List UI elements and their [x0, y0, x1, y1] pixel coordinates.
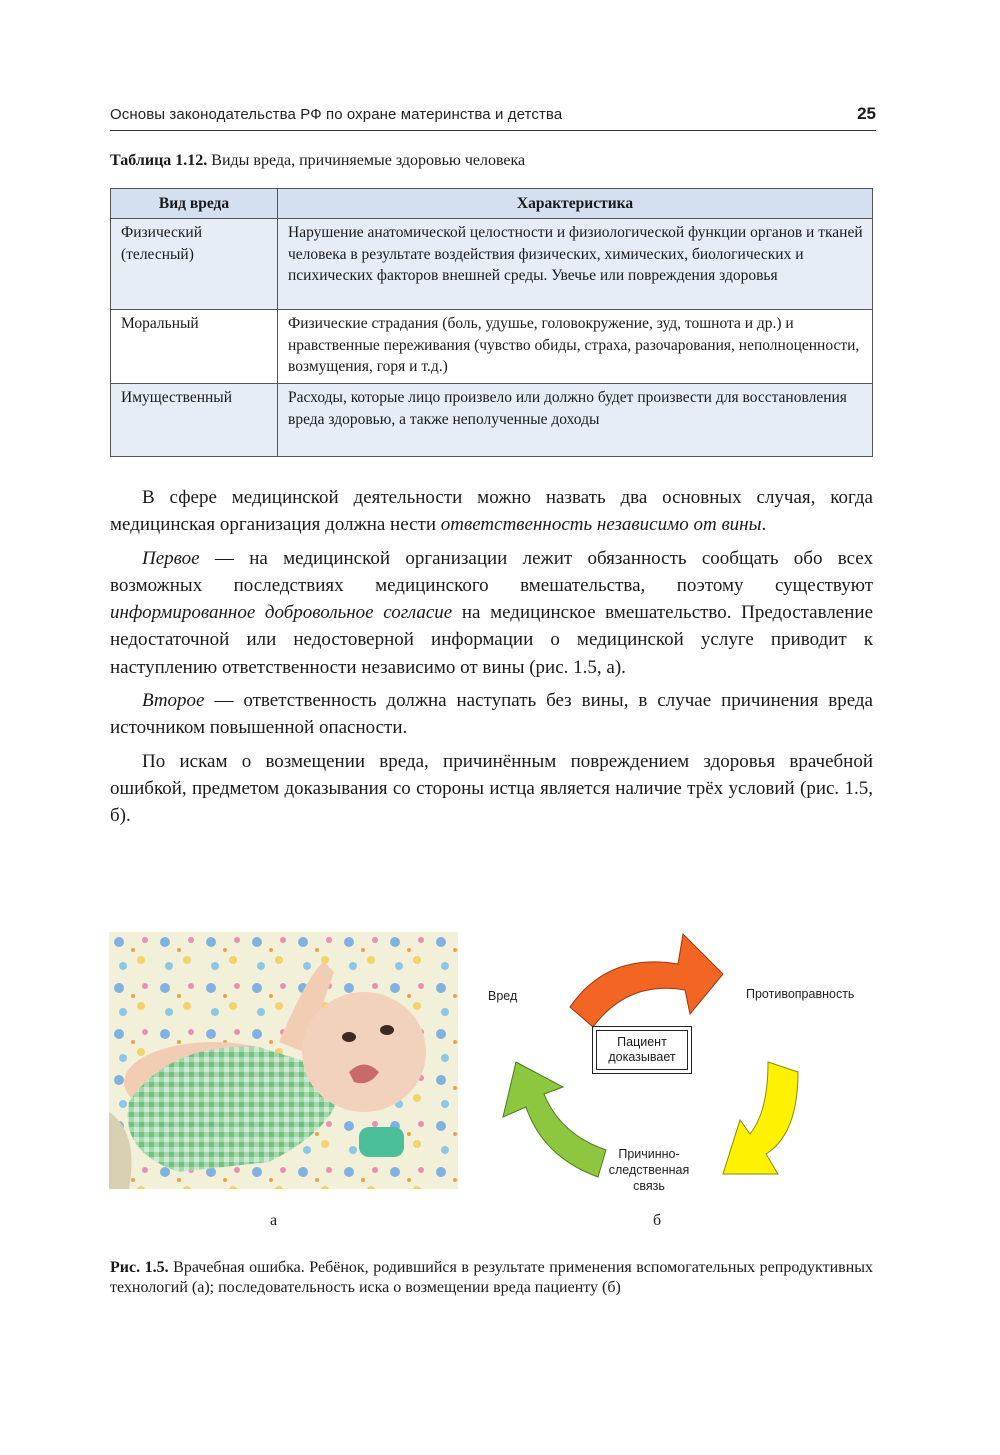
label-causation [594, 1146, 704, 1194]
cell-harm-type: Моральный [111, 310, 278, 384]
cell-harm-type: Имущественный [111, 384, 278, 457]
paragraph [110, 545, 873, 681]
claim-cycle-diagram [478, 922, 878, 1212]
causation-line-2: следственная [608, 1163, 690, 1177]
running-head-title: Основы законодательства РФ по охране материнства и детства [110, 106, 563, 123]
table-caption [110, 152, 525, 170]
cell-harm-description: Расходы, которые лицо произвело или должно будет произвести для восстановления вреда здоровью, а также неполученные доходы [278, 384, 873, 457]
table-row [111, 310, 873, 384]
baby-photo [109, 932, 458, 1189]
table-caption-label: Таблица 1.12. [110, 152, 208, 169]
figure-label-a: а [270, 1212, 278, 1229]
column-header-type: Вид вреда [111, 189, 278, 219]
figure-caption-label: Рис. 1.5. [110, 1259, 169, 1276]
arrow-illegality-to-causation [723, 1062, 798, 1174]
emphasis: ответственность независимо от вины [440, 514, 762, 536]
text-run: — на медицинской организации лежит обязанность сообщать обо всех возможных последствиях медицинского вмешательства, поэтому существуют [110, 547, 873, 596]
table-header-row [111, 189, 873, 219]
figure-caption [110, 1258, 873, 1298]
causation-line-3: связь [633, 1179, 665, 1193]
running-head [110, 104, 876, 131]
paragraph [110, 748, 873, 830]
emphasis: Первое [142, 547, 200, 569]
harm-types-table [110, 188, 873, 457]
text-run: на медицинское вмешательство. Предоставление недостаточной или недостоверной информации о медицинской услуге приводит к наступлению ответственности независимо от вины (рис. 1.5, а). [110, 602, 874, 678]
column-header-description: Характеристика [278, 189, 873, 219]
text-run: По искам о возмещении вреда, причинённым повреждением здоровья врачебной ошибкой, предметом доказывания со стороны истца является наличие трёх условий (рис. 1.5, б). [110, 750, 873, 827]
baby-photo-illustration [109, 932, 458, 1189]
center-line-2: доказывает [608, 1050, 676, 1064]
cell-harm-description: Физические страдания (боль, удушье, головокружение, зуд, тошнота и др.) и нравственные переживания (чувство обиды, страха, разочарования, неполноценности, возмущения, горя и т.д.) [278, 310, 873, 384]
patient-proves-box [592, 1026, 692, 1074]
center-line-1: Пациент [617, 1035, 667, 1049]
causation-line-1: Причинно- [618, 1147, 680, 1161]
text-run: . [761, 514, 767, 536]
text-run: В сфере медицинской деятельности можно назвать два основных случая, когда медицинская организация должна нести [110, 487, 873, 536]
cell-harm-description: Нарушение анатомической целостности и физиологической функции органов и тканей человека в результате воздействия физических, химических, биологических и психических факторов внешней среды. Увечье или повреждения здоровья [278, 219, 873, 310]
emphasis: Второе [142, 690, 205, 712]
label-harm: Вред [488, 989, 518, 1003]
label-illegality: Противоправность [746, 987, 855, 1001]
paragraph [110, 484, 873, 539]
table-row [111, 384, 873, 457]
paragraph [110, 687, 873, 742]
table-caption-text: Виды вреда, причиняемые здоровью человека [207, 152, 526, 169]
figure-label-b: б [653, 1212, 662, 1229]
center-text [608, 1035, 675, 1065]
arrow-causation-to-harm [503, 1062, 606, 1177]
text-run: — ответственность должна наступать без вины, в случае причинения вреда источником повышенной опасности. [110, 690, 873, 739]
page-number: 25 [857, 104, 876, 123]
body-text [110, 484, 873, 836]
arrow-harm-to-illegality [570, 934, 723, 1027]
figure-caption-text: Врачебная ошибка. Ребёнок, родившийся в результате применения вспомогательных репродуктивных технологий (а); последовательность иска о возмещении вреда пациенту (б) [110, 1259, 874, 1296]
emphasis: информированное добровольное согласие [110, 602, 453, 624]
patient-proves-inner [596, 1030, 688, 1070]
cell-harm-type: Физический (телесный) [111, 219, 278, 310]
table-row [111, 219, 873, 310]
